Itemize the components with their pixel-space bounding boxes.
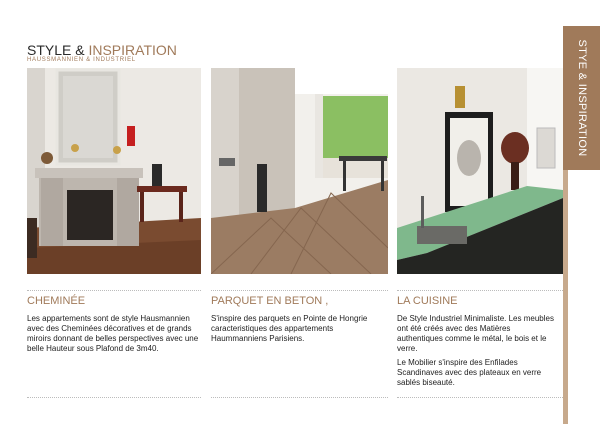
column-paragraph: S'inspire des parquets en Pointe de Hongrie caracteristiques des appartements Haummanniens Parisiens.	[211, 314, 368, 343]
page-title	[27, 42, 177, 58]
fireplace-photo	[27, 68, 201, 274]
divider-3	[397, 290, 563, 291]
title-part-2: INSPIRATION	[88, 42, 177, 58]
parquet-photo	[211, 68, 388, 274]
bottom-divider-2	[211, 397, 388, 398]
column-paragraph: De Style Industriel Minimaliste. Les meubles ont été créés avec des Matières authentiques comme le métal, le bois et le verre.	[397, 314, 554, 353]
side-strip	[563, 170, 600, 424]
column-title-cuisine: LA CUISINE	[397, 295, 458, 307]
side-tab	[563, 26, 600, 170]
bottom-divider-3	[397, 397, 563, 398]
kitchen-photo	[397, 68, 563, 274]
column-paragraph: Le Mobilier s'inspire des Enfilades Scandinaves avec des plateaux en verre sablés biseauté.	[397, 358, 542, 387]
column-text-parquet	[211, 314, 388, 348]
page-subtitle: HAUSSMANNIEN & INDUSTRIEL	[27, 57, 136, 63]
divider-2	[211, 290, 388, 291]
side-tab-label: STYE & INSPIRATION	[575, 39, 588, 157]
bottom-divider-1	[27, 397, 201, 398]
title-part-1: STYLE &	[27, 42, 89, 58]
column-paragraph: Les appartements sont de style Hausmannien avec des Cheminées décoratives et de grands miroirs donnant de belles perspectives avec une belle Hauteur sous Plafond de 3m40.	[27, 314, 199, 353]
column-title-cheminee: CHEMINÉE	[27, 295, 86, 307]
column-title-parquet: PARQUET EN BETON ,	[211, 295, 329, 307]
column-text-cuisine	[397, 314, 555, 392]
column-text-cheminee	[27, 314, 205, 358]
divider-1	[27, 290, 201, 291]
